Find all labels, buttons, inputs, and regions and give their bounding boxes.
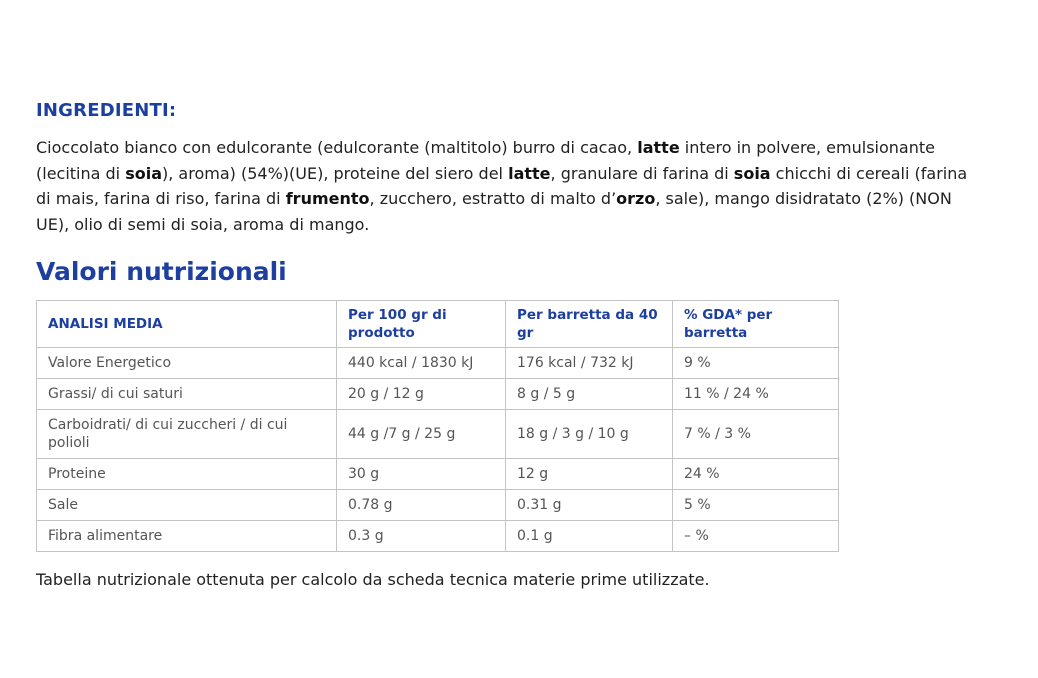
table-cell: 9 % <box>673 348 839 379</box>
allergen-text: orzo <box>616 189 656 208</box>
table-row <box>37 521 839 552</box>
ingredient-text: ), aroma) (54%)(UE), proteine del siero del <box>162 163 509 183</box>
table-cell: 0.31 g <box>506 490 673 521</box>
nutrition-title: Valori nutrizionali <box>36 257 287 286</box>
table-cell: 0.3 g <box>337 521 506 552</box>
table-cell: 44 g /7 g / 25 g <box>337 410 506 459</box>
ingredients-title: INGREDIENTI: <box>36 100 177 121</box>
header-cell: Per 100 gr di prodotto <box>337 301 506 348</box>
table-cell: 18 g / 3 g / 10 g <box>506 410 673 459</box>
table-cell: 5 % <box>673 490 839 521</box>
table-cell: 7 % / 3 % <box>673 410 839 459</box>
table-header-row <box>37 301 839 348</box>
nutrition-table <box>36 300 839 552</box>
ingredient-text: intero in polvere, emulsionante (lecitina di <box>36 138 935 183</box>
table-cell: Sale <box>37 490 337 521</box>
ingredients-text <box>36 135 986 237</box>
table-cell: – % <box>673 521 839 552</box>
table-row <box>37 348 839 379</box>
table-cell: 12 g <box>506 459 673 490</box>
table-cell: Proteine <box>37 459 337 490</box>
header-cell: ANALISI MEDIA <box>37 301 337 348</box>
table-cell: Valore Energetico <box>37 348 337 379</box>
allergen-text: soia <box>733 163 771 183</box>
table-row <box>37 410 839 459</box>
table-cell: Fibra alimentare <box>37 521 337 552</box>
table-cell: 0.1 g <box>506 521 673 552</box>
table-row <box>37 459 839 490</box>
ingredient-text: , sale), mango disidratato (2%) (NON UE), olio di semi di soia, aroma di mango. <box>36 189 952 234</box>
table-cell: 11 % / 24 % <box>673 379 839 410</box>
ingredient-text: , zucchero, estratto di malto d’ <box>369 189 617 208</box>
table-cell: 24 % <box>673 459 839 490</box>
header-cell: Per barretta da 40 gr <box>506 301 673 348</box>
table-cell: 8 g / 5 g <box>506 379 673 410</box>
table-footnote: Tabella nutrizionale ottenuta per calcolo da scheda tecnica materie prime utilizzate. <box>36 570 710 589</box>
main-content <box>36 100 996 589</box>
table-cell: Grassi/ di cui saturi <box>37 379 337 410</box>
table-cell: 30 g <box>337 459 506 490</box>
table-row <box>37 379 839 410</box>
ingredient-text: Cioccolato bianco con edulcorante (edulcorante (maltitolo) burro di cacao, <box>36 138 638 157</box>
table-cell: 440 kcal / 1830 kJ <box>337 348 506 379</box>
table-cell: Carboidrati/ di cui zuccheri / di cui polioli <box>37 410 337 459</box>
table-cell: 176 kcal / 732 kJ <box>506 348 673 379</box>
allergen-text: soia <box>125 163 163 183</box>
allergen-text: latte <box>508 163 551 183</box>
ingredient-text: , granulare di farina di <box>550 163 734 183</box>
header-cell: % GDA* per barretta <box>673 301 839 348</box>
allergen-text: latte <box>637 138 680 157</box>
allergen-text: frumento <box>285 189 370 208</box>
table-cell: 0.78 g <box>337 490 506 521</box>
table-cell: 20 g / 12 g <box>337 379 506 410</box>
table-row <box>37 490 839 521</box>
ingredient-text: chicchi di cereali (farina di mais, farina di riso, farina di <box>36 163 968 208</box>
